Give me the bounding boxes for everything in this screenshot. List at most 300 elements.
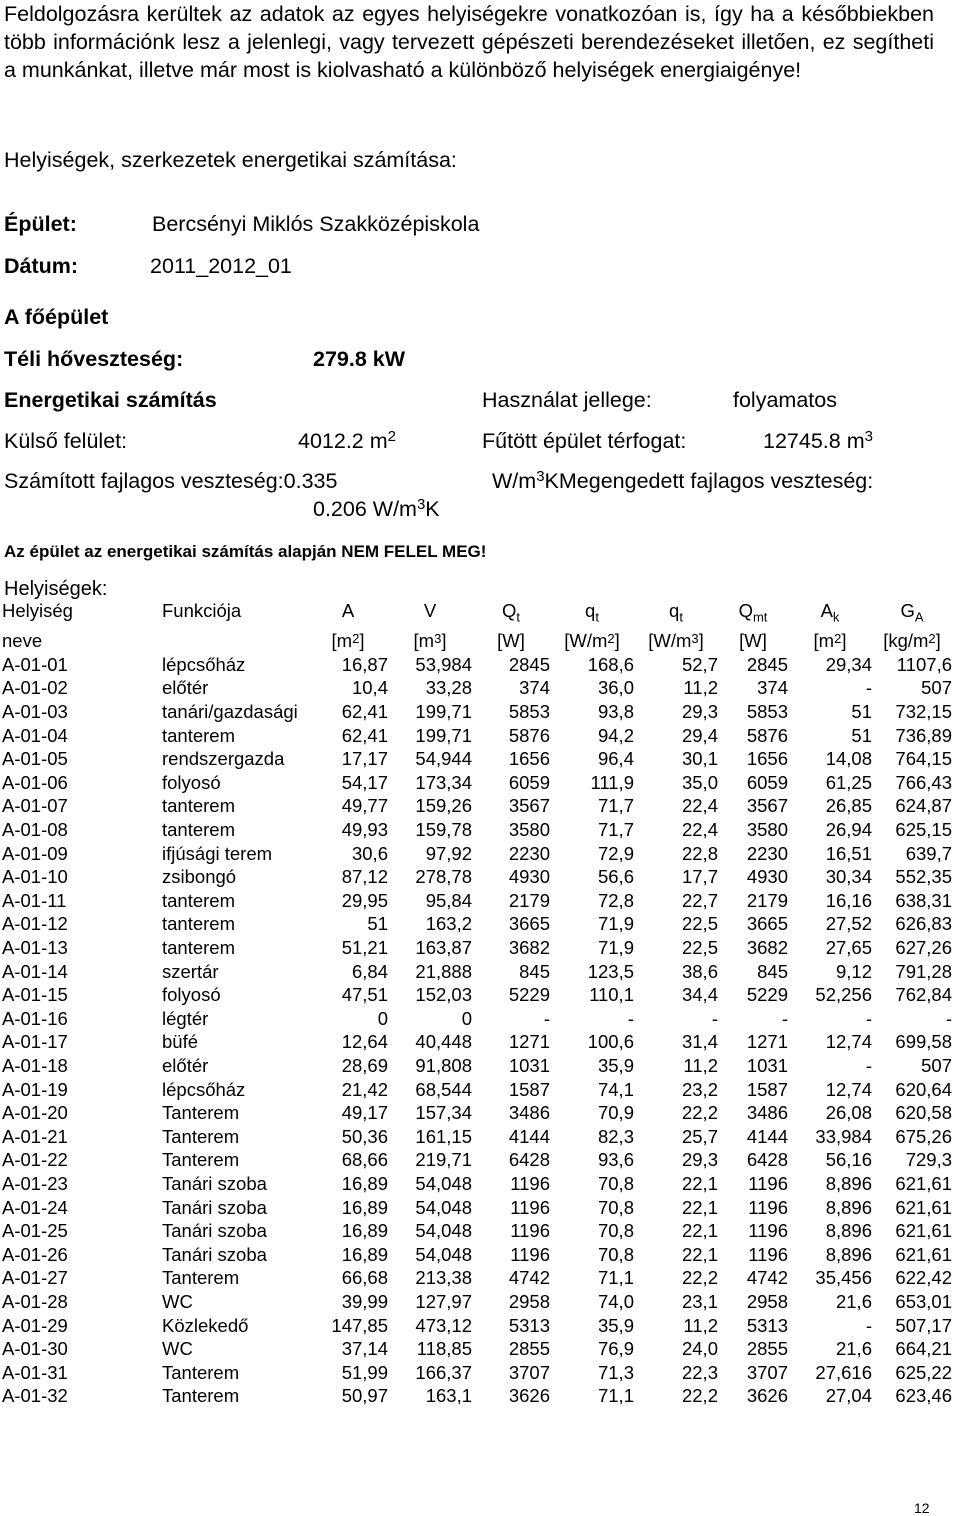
cell-ga: 507 (921, 677, 952, 699)
cell-qt-area: 71,7 (597, 795, 634, 817)
unit-name: neve (2, 630, 43, 652)
winter-loss-value: 279.8 kW (313, 347, 406, 371)
cell-function: tanterem (162, 889, 236, 911)
cell-qt: 3486 (508, 1102, 550, 1124)
table-row (2, 842, 952, 866)
cell-ak: 52,256 (815, 984, 872, 1006)
col-header-area: A (341, 600, 355, 621)
cell-qt: 3567 (508, 795, 550, 817)
cell-qt: - (543, 1007, 550, 1029)
cell-function: folyosó (162, 984, 221, 1006)
cell-qt: 3707 (508, 1361, 550, 1383)
cell-ak: 16,51 (825, 842, 872, 864)
cell-ak: 27,04 (825, 1385, 872, 1407)
cell-qt-area: 94,2 (597, 724, 634, 746)
cell-qt-area: 36,0 (597, 677, 634, 699)
cell-room-name: A-01-32 (2, 1385, 68, 1407)
calc-loss-unit (492, 469, 873, 494)
cell-qmt: 4144 (746, 1125, 788, 1147)
cell-ga: 507,17 (895, 1314, 952, 1336)
cell-qt-volume: - (711, 1007, 718, 1029)
cell-room-name: A-01-02 (2, 677, 68, 699)
usage-value: folyamatos (733, 388, 837, 412)
cell-area: 62,41 (341, 724, 388, 746)
cell-qt-volume: 25,7 (681, 1125, 718, 1147)
cell-ga: 621,61 (895, 1220, 952, 1242)
table-row (2, 936, 952, 960)
cell-area: 28,69 (341, 1054, 388, 1076)
heated-volume-exp: 3 (864, 428, 873, 445)
cell-qt-volume: 22,3 (681, 1361, 718, 1383)
table-row (2, 912, 952, 936)
cell-ak: 30,34 (825, 866, 872, 888)
cell-room-name: A-01-23 (2, 1172, 68, 1194)
cell-volume: 219,71 (415, 1149, 472, 1171)
cell-room-name: A-01-19 (2, 1078, 68, 1100)
cell-qt-volume: 22,4 (681, 795, 718, 817)
cell-qt-volume: 22,7 (681, 889, 718, 911)
cell-ak: 35,456 (815, 1267, 872, 1289)
cell-ga: 791,28 (895, 960, 952, 982)
cell-qt: 4144 (508, 1125, 550, 1147)
cell-room-name: A-01-05 (2, 748, 68, 770)
cell-ak: 26,94 (825, 819, 872, 841)
cell-function: szertár (162, 960, 219, 982)
cell-function: Tanterem (162, 1385, 240, 1407)
cell-qt-area: 72,9 (597, 842, 634, 864)
cell-qt-volume: 11,2 (683, 1314, 718, 1336)
cell-area: 30,6 (351, 842, 388, 864)
cell-qt: 374 (519, 677, 550, 699)
cell-qt-area: 70,8 (597, 1172, 634, 1194)
cell-qt-volume: 34,4 (681, 984, 718, 1006)
cell-function: folyosó (162, 771, 221, 793)
table-row (2, 1314, 952, 1338)
cell-area: 47,51 (341, 984, 388, 1006)
cell-room-name: A-01-26 (2, 1243, 68, 1265)
cell-volume: 278,78 (415, 866, 472, 888)
cell-ak: 29,34 (825, 653, 872, 675)
cell-qt-area: 110,1 (589, 984, 634, 1006)
cell-qmt: 3486 (746, 1102, 788, 1124)
energy-calc-heading: Energetikai számítás (4, 388, 217, 412)
section-title: Helyiségek, szerkezetek energetikai számítása: (4, 148, 457, 172)
cell-qt: 1656 (508, 748, 550, 770)
table-row (2, 1054, 952, 1078)
cell-area: 51 (367, 913, 388, 935)
cell-function: tanterem (162, 913, 236, 935)
cell-qmt: 2230 (746, 842, 788, 864)
table-row (2, 1125, 952, 1149)
main-building-heading: A főépület (4, 305, 109, 329)
cell-area: 37,14 (341, 1338, 388, 1360)
cell-ak: 8,896 (825, 1243, 872, 1265)
cell-qt: 3626 (508, 1385, 550, 1407)
cell-volume: 68,544 (415, 1078, 472, 1100)
cell-function: Tanári szoba (162, 1243, 267, 1265)
cell-volume: 21,888 (415, 960, 472, 982)
cell-volume: 54,048 (415, 1220, 472, 1242)
cell-ga: 625,22 (895, 1361, 952, 1383)
table-row (2, 1007, 952, 1031)
cell-qmt: 1656 (746, 748, 788, 770)
cell-room-name: A-01-29 (2, 1314, 68, 1336)
cell-qt: 3665 (508, 913, 550, 935)
cell-volume: 473,12 (415, 1314, 472, 1336)
table-row (2, 1030, 952, 1054)
cell-qt-volume: 22,8 (681, 842, 718, 864)
cell-qt: 1271 (508, 1031, 550, 1053)
cell-qt-area: 56,6 (597, 866, 634, 888)
cell-ak: 12,74 (825, 1078, 872, 1100)
col-header-ga: $G_A$ (900, 600, 924, 625)
cell-area: 62,41 (341, 701, 388, 723)
table-row (2, 747, 952, 771)
cell-area: 12,64 (341, 1031, 388, 1053)
cell-qt-volume: 11,2 (683, 1054, 718, 1076)
table-body (2, 653, 952, 1408)
cell-qt: 1196 (510, 1220, 550, 1242)
table-row (2, 1172, 952, 1196)
cell-qmt: 1271 (746, 1031, 788, 1053)
cell-qmt: 845 (757, 960, 788, 982)
cell-ga: 729,3 (905, 1149, 952, 1171)
cell-qmt: 1031 (746, 1054, 788, 1076)
table-row (2, 1337, 952, 1361)
cell-area: 16,89 (341, 1172, 388, 1194)
cell-qmt: 2958 (746, 1290, 788, 1312)
cell-qmt: 5313 (746, 1314, 788, 1336)
cell-ga: 638,31 (895, 889, 952, 911)
cell-qt-area: 71,9 (597, 913, 634, 935)
usage-label: Használat jellege: (482, 388, 652, 412)
cell-qmt: 6428 (746, 1149, 788, 1171)
cell-area: 49,17 (341, 1102, 388, 1124)
cell-function: tanterem (162, 795, 236, 817)
heated-volume-value: 12745.8 m (763, 429, 865, 453)
cell-area: 51,21 (341, 937, 388, 958)
building-value: Bercsényi Miklós Szakközépiskola (152, 212, 480, 236)
cell-qt-area: 123,5 (587, 960, 634, 982)
unit-qt-area: $[W/m^2]$ (564, 630, 620, 652)
cell-ga: 626,83 (895, 913, 952, 935)
cell-function: Tanterem (162, 1125, 240, 1147)
cell-function: légtér (162, 1007, 209, 1029)
allowed-loss (313, 497, 440, 522)
cell-area: 50,97 (341, 1385, 388, 1407)
cell-qt: 1196 (510, 1172, 550, 1194)
cell-qt-area: 71,7 (597, 819, 634, 841)
cell-ak: 51 (851, 724, 872, 746)
cell-ak: 27,616 (815, 1361, 872, 1383)
cell-ga: 675,26 (895, 1125, 952, 1147)
cell-function: tanterem (162, 724, 236, 746)
cell-qmt: 1196 (748, 1172, 788, 1194)
outer-surface (298, 429, 396, 454)
cell-qmt: 2179 (746, 889, 788, 911)
building-label: Épület: (4, 212, 77, 236)
cell-qmt: 2845 (746, 653, 788, 675)
cell-qt-area: 74,0 (597, 1290, 634, 1312)
cell-qt: 2855 (508, 1338, 550, 1360)
table-row (2, 818, 952, 842)
cell-function: tanterem (162, 937, 236, 958)
cell-area: 16,89 (341, 1220, 388, 1242)
cell-qmt: 374 (757, 677, 788, 699)
cell-room-name: A-01-27 (2, 1267, 68, 1289)
cell-qt-area: - (627, 1007, 634, 1029)
cell-volume: 163,87 (415, 937, 472, 958)
cell-qmt: - (781, 1007, 788, 1029)
cell-qmt: 3626 (746, 1385, 788, 1407)
cell-ak: - (865, 1007, 872, 1029)
cell-qmt: 1196 (748, 1220, 788, 1242)
cell-area: 49,93 (341, 819, 388, 841)
table-row (2, 1078, 952, 1102)
cell-qt-volume: 22,4 (681, 819, 718, 841)
cell-room-name: A-01-10 (2, 866, 68, 888)
col-header-qt-area: $q_t$ (585, 600, 599, 625)
cell-volume: 54,048 (415, 1243, 472, 1265)
unit-qt-volume: $[W/m^3]$ (648, 630, 704, 652)
cell-volume: 118,85 (416, 1338, 472, 1360)
cell-area: 6,84 (351, 960, 388, 982)
cell-room-name: A-01-21 (2, 1125, 68, 1147)
cell-volume: 54,048 (415, 1172, 472, 1194)
allowed-loss-exp: 3 (416, 496, 426, 513)
cell-ak: 12,74 (825, 1031, 872, 1053)
cell-qt-area: 70,8 (597, 1220, 634, 1242)
cell-qt-area: 70,8 (597, 1196, 634, 1218)
cell-volume: 53,984 (415, 653, 472, 675)
cell-qt-volume: 38,6 (681, 960, 718, 982)
cell-volume: 152,03 (415, 984, 472, 1006)
cell-ga: 622,42 (895, 1267, 952, 1289)
cell-qmt: 1196 (748, 1243, 788, 1265)
cell-ak: - (865, 1054, 872, 1076)
cell-qt-area: 74,1 (597, 1078, 634, 1100)
cell-qt-area: 168,6 (587, 653, 634, 675)
cell-ga: 624,87 (895, 795, 952, 817)
cell-room-name: A-01-07 (2, 795, 68, 817)
unit-volume: $[m^3]$ (413, 630, 447, 652)
winter-loss-label: Téli hőveszteség: (4, 347, 184, 371)
cell-ak: 26,08 (825, 1102, 872, 1124)
cell-room-name: A-01-09 (2, 842, 68, 864)
cell-volume: 0 (461, 1007, 472, 1029)
cell-ga: 625,15 (895, 819, 952, 841)
cell-qt-volume: 22,5 (681, 937, 718, 958)
cell-qt: 1196 (510, 1196, 550, 1218)
cell-qt-area: 71,3 (597, 1361, 634, 1383)
cell-ga: 627,26 (895, 937, 952, 958)
table-row (2, 960, 952, 984)
cell-volume: 163,1 (425, 1385, 472, 1407)
cell-qt-area: 100,6 (587, 1031, 634, 1053)
cell-qmt: 3567 (746, 795, 788, 817)
cell-area: 16,87 (341, 653, 388, 675)
cell-ak: 21,6 (835, 1290, 872, 1312)
cell-volume: 166,37 (415, 1361, 472, 1383)
cell-room-name: A-01-15 (2, 984, 68, 1006)
cell-room-name: A-01-18 (2, 1054, 68, 1076)
cell-area: 66,68 (341, 1267, 388, 1289)
cell-qt-volume: 31,4 (681, 1031, 718, 1053)
unit-qt: [W] (497, 630, 525, 652)
col-header-volume: V (423, 600, 437, 621)
table-row (2, 1101, 952, 1125)
cell-function: rendszergazda (162, 748, 285, 770)
table-row (2, 865, 952, 889)
cell-ak: - (865, 677, 872, 699)
table-row (2, 1243, 952, 1267)
cell-qt-volume: 23,2 (681, 1078, 718, 1100)
cell-volume: 163,2 (425, 913, 472, 935)
cell-ga: 639,7 (905, 842, 952, 864)
cell-ak: 21,6 (835, 1338, 872, 1360)
cell-volume: 127,97 (415, 1290, 472, 1312)
cell-area: 16,89 (341, 1196, 388, 1218)
cell-qt-volume: 22,2 (681, 1385, 718, 1407)
intro-paragraph: Feldolgozásra kerültek az adatok az egyes helyiségekre vonatkozóan is, így ha a későbbiekben több információnk lesz a jelenlegi, vagy tervezett gépészeti berendezéseket illetően, ez segítheti a munkánkat, illetve már most is kiolvasható a különböző helyiségek energiaigénye! (4, 2, 934, 82)
unit-qmt: [W] (739, 630, 767, 652)
cell-ak: 8,896 (825, 1196, 872, 1218)
cell-qt: 5853 (508, 701, 550, 723)
cell-volume: 161,15 (415, 1125, 472, 1147)
cell-volume: 199,71 (415, 724, 472, 746)
cell-qmt: 5229 (746, 984, 788, 1006)
table-row (2, 724, 952, 748)
col-header-qt-volume: $q_t$ (669, 600, 683, 625)
cell-room-name: A-01-01 (2, 653, 68, 675)
table-row (2, 1361, 952, 1385)
col-header-function: Funkciója (162, 600, 242, 621)
cell-ak: 9,12 (835, 960, 872, 982)
cell-function: WC (162, 1338, 193, 1360)
table-row (2, 771, 952, 795)
cell-ak: 26,85 (825, 795, 872, 817)
table-row (2, 653, 952, 677)
cell-room-name: A-01-25 (2, 1220, 68, 1242)
cell-qt: 3580 (508, 819, 550, 841)
cell-area: 21,42 (341, 1078, 388, 1100)
cell-function: Tanterem (162, 1102, 240, 1124)
cell-ga: 766,43 (895, 771, 952, 793)
cell-area: 87,12 (341, 866, 388, 888)
cell-qt-area: 71,9 (597, 937, 634, 958)
cell-ga: 736,89 (895, 724, 952, 746)
cell-qt: 2230 (508, 842, 550, 864)
cell-qmt: 1196 (748, 1196, 788, 1218)
cell-function: lépcsőház (162, 653, 246, 675)
heated-volume (763, 429, 873, 454)
cell-qmt: 5876 (746, 724, 788, 746)
cell-qt-volume: 22,2 (681, 1267, 718, 1289)
cell-area: 49,77 (341, 795, 388, 817)
cell-qmt: 6059 (746, 771, 788, 793)
table-unit-row (2, 629, 952, 653)
cell-ak: 61,25 (825, 771, 872, 793)
cell-function: lépcsőház (162, 1078, 246, 1100)
table-row (2, 1266, 952, 1290)
cell-ga: 623,46 (895, 1385, 952, 1407)
cell-qt-volume: 22,1 (681, 1172, 718, 1194)
cell-qt-area: 71,1 (597, 1385, 634, 1407)
cell-qt-area: 71,1 (597, 1267, 634, 1289)
cell-function: előtér (162, 1054, 209, 1076)
cell-qt-volume: 35,0 (681, 771, 718, 793)
cell-qt-volume: 22,5 (681, 913, 718, 935)
cell-volume: 199,71 (415, 701, 472, 723)
cell-function: Tanári szoba (162, 1220, 267, 1242)
table-row (2, 1290, 952, 1314)
cell-volume: 91,808 (415, 1054, 472, 1076)
cell-ak: 8,896 (825, 1172, 872, 1194)
cell-qmt: 3580 (746, 819, 788, 841)
cell-function: Tanári szoba (162, 1172, 267, 1194)
cell-qt-volume: 22,1 (681, 1196, 718, 1218)
outer-surface-label: Külső felület: (4, 429, 128, 453)
cell-qmt: 1587 (746, 1078, 788, 1100)
cell-function: előtér (162, 677, 209, 699)
cell-qt-volume: 22,1 (681, 1243, 718, 1265)
cell-qt-area: 93,6 (597, 1149, 634, 1171)
cell-qt: 1031 (508, 1054, 550, 1076)
cell-function: Tanári szoba (162, 1196, 267, 1218)
cell-qt: 6059 (508, 771, 550, 793)
cell-qmt: 3682 (746, 937, 788, 958)
cell-qt-area: 70,8 (597, 1243, 634, 1265)
cell-ga: 664,21 (895, 1338, 952, 1360)
cell-area: 16,89 (341, 1243, 388, 1265)
cell-qt: 5876 (508, 724, 550, 746)
cell-ga: 620,64 (895, 1078, 952, 1100)
cell-ga: 507 (921, 1054, 952, 1076)
table-row (2, 794, 952, 818)
cell-volume: 54,048 (415, 1196, 472, 1218)
cell-ak: 8,896 (825, 1220, 872, 1242)
cell-qt: 845 (519, 960, 550, 982)
cell-ga: 1107,6 (896, 653, 952, 675)
cell-room-name: A-01-20 (2, 1102, 68, 1124)
cell-qt: 1587 (508, 1078, 550, 1100)
cell-qt-volume: 11,2 (683, 677, 718, 699)
cell-area: 147,85 (331, 1314, 388, 1336)
page-number: 12 (914, 1500, 930, 1516)
cell-qt: 2845 (508, 653, 550, 675)
cell-function: WC (162, 1290, 193, 1312)
date-value: 2011_2012_01 (150, 254, 292, 278)
cell-qt-volume: 22,1 (681, 1220, 718, 1242)
table-row (2, 1196, 952, 1220)
cell-qt-volume: 30,1 (681, 748, 718, 770)
cell-ga: 653,01 (895, 1290, 952, 1312)
cell-ga: 764,15 (895, 748, 952, 770)
cell-volume: 159,26 (415, 795, 472, 817)
cell-function: Tanterem (162, 1149, 240, 1171)
cell-qt-volume: 52,7 (681, 653, 718, 675)
cell-room-name: A-01-17 (2, 1031, 68, 1053)
cell-qt-volume: 29,4 (681, 724, 718, 746)
outer-surface-exp: 2 (387, 428, 396, 445)
cell-area: 17,17 (341, 748, 388, 770)
cell-volume: 173,34 (415, 771, 472, 793)
cell-area: 54,17 (341, 771, 388, 793)
cell-ga: 699,58 (895, 1031, 952, 1053)
calc-loss-unit-pre: W/m (492, 469, 537, 493)
cell-ga: 621,61 (895, 1172, 952, 1194)
cell-area: 51,99 (341, 1361, 388, 1383)
